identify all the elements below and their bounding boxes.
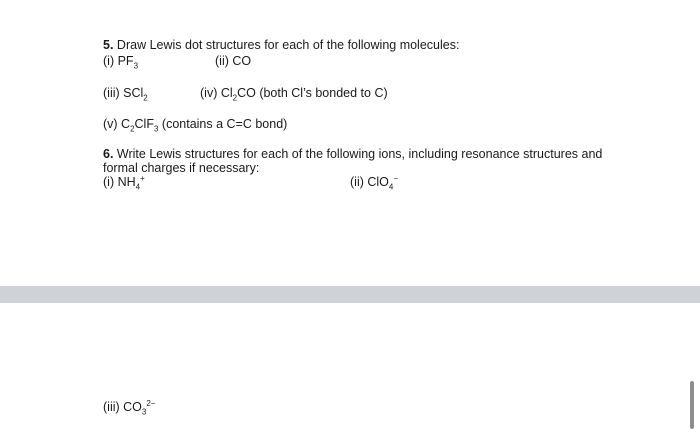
question-6-number: 6. <box>103 147 114 161</box>
q6-item-ii: (ii) ClO$_4$− <box>350 173 399 192</box>
question-5-heading <box>103 38 459 53</box>
vertical-scrollbar[interactable] <box>690 381 694 429</box>
question-6-prompt-line2: formal charges if necessary: <box>103 161 260 175</box>
question-6-prompt-line1: Write Lewis structures for each of the following ions, including resonance structures and <box>116 147 603 161</box>
q5-item-iii: (iii) SCl$_2$ <box>103 86 148 103</box>
q6-item-i: (i) $NH_4^+$ <box>103 173 145 192</box>
q5-item-ii: (ii) CO <box>215 54 252 68</box>
question-6-heading <box>103 147 602 162</box>
question-5-prompt: Draw Lewis dot structures for each of the following molecules: <box>116 38 460 52</box>
q5-item-v: (v) $C_2ClF_3$ (contains a C=C bond) <box>103 117 288 134</box>
page-divider <box>0 286 700 303</box>
q5-item-iv: (iv) $Cl_2CO$ (both Cl’s bonded to C) <box>200 86 388 103</box>
question-5-number: 5. <box>103 38 114 52</box>
q6-item-iii: (iii) $CO_3^{2-}$ <box>103 398 156 417</box>
q5-item-i: (i) $PF_3$ <box>103 54 139 71</box>
